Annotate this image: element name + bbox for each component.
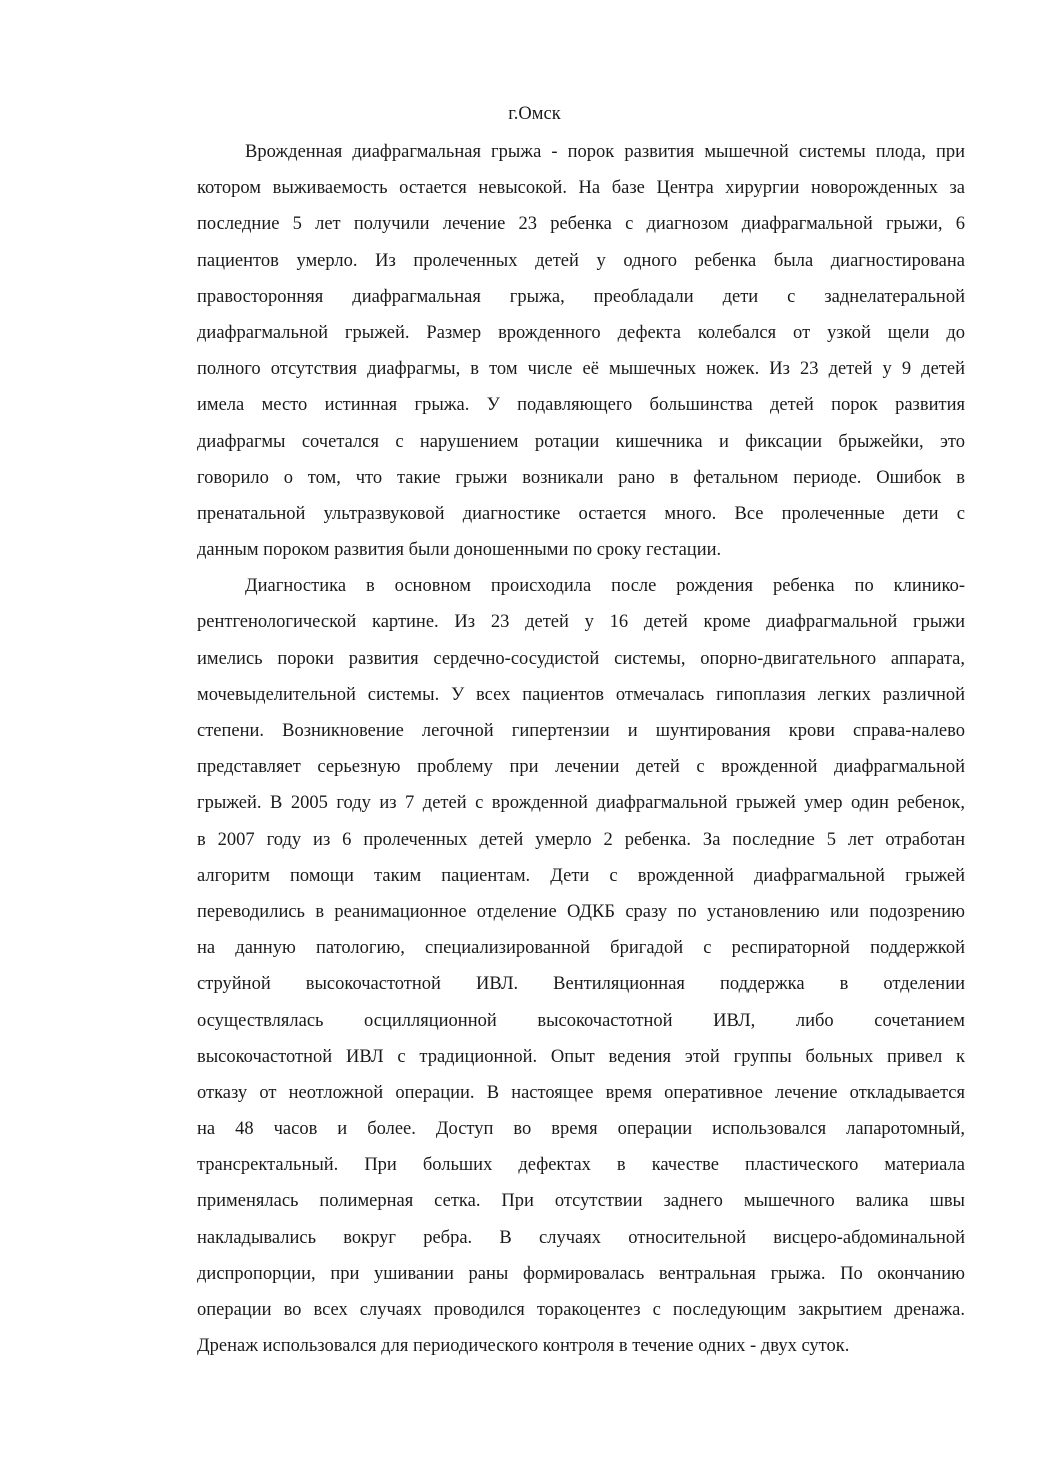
text-line: последние 5 лет получили лечение 23 ребенка с диагнозом диафрагмальной грыжи, 6 (197, 214, 965, 235)
text-line: Диагностика в основном происходила после рождения ребенка по клинико- (245, 576, 965, 597)
text-line: на данную патологию, специализированной бригадой с респираторной поддержкой (197, 938, 965, 959)
text-line: Дренаж использовался для периодического контроля в течение одних - двух суток. (197, 1336, 850, 1357)
text-line: на 48 часов и более. Доступ во время операции использовался лапаротомный, (197, 1119, 965, 1140)
text-line: имела место истинная грыжа. У подавляющего большинства детей порок развития (197, 395, 965, 416)
text-line: полного отсутствия диафрагмы, в том числе её мышечных ножек. Из 23 детей у 9 детей (197, 359, 965, 380)
text-line: правосторонняя диафрагмальная грыжа, преобладали дети с заднелатеральной (197, 286, 965, 307)
text-line: степени. Возникновение легочной гипертензии и шунтирования крови справа-налево (197, 721, 965, 741)
text-line: отказу от неотложной операции. В настоящее время оперативное лечение откладывается (197, 1082, 965, 1103)
text-line: диафрагмальной грыжей. Размер врожденного дефекта колебался от узкой щели до (197, 322, 965, 343)
text-line: алгоритм помощи таким пациентам. Дети с врожденной диафрагмальной грыжей (197, 865, 965, 886)
text-line: представляет серьезную проблему при лечении детей с врожденной диафрагмальной (197, 757, 965, 778)
text-line: диафрагмы сочетался с нарушением ротации кишечника и фиксации брыжейки, это (197, 431, 965, 452)
text-line: котором выживаемость остается невысокой. На базе Центра хирургии новорожденных за (197, 178, 965, 199)
text-line: переводились в реанимационное отделение ОДКБ сразу по установлению или подозрению (197, 901, 965, 922)
text-line: диспропорции, при ушивании раны формировалась вентральная грыжа. По окончанию (197, 1263, 965, 1284)
city-heading: г.Омск (508, 104, 561, 124)
text-line: высокочастотной ИВЛ с традиционной. Опыт ведения этой группы больных привел к (197, 1046, 965, 1067)
text-line: осуществлялась осцилляционной высокочастотной ИВЛ, либо сочетанием (197, 1010, 965, 1031)
text-line: применялась полимерная сетка. При отсутствии заднего мышечного валика швы (197, 1191, 965, 1212)
text-line: трансректальный. При больших дефектах в качестве пластического материала (197, 1155, 965, 1176)
text-line: накладывались вокруг ребра. В случаях относительной висцеро-абдоминальной (197, 1227, 965, 1248)
text-line: рентгенологической картине. Из 23 детей у 16 детей кроме диафрагмальной грыжи (197, 612, 965, 633)
paragraph-2 (149, 574, 965, 1370)
text-line: операции во всех случаях проводился торакоцентез с последующим закрытием дренажа. (197, 1300, 965, 1320)
text-line: пренатальной ультразвуковой диагностике остается много. Все пролеченные дети с (197, 503, 965, 524)
text-line: струйной высокочастотной ИВЛ. Вентиляционная поддержка в отделении (197, 974, 965, 995)
text-line: грыжей. В 2005 году из 7 детей с врожденной диафрагмальной грыжей умер один ребенок, (197, 793, 965, 814)
text-line: говорило о том, что такие грыжи возникали рано в фетальном периоде. Ошибок в (197, 467, 965, 488)
text-line: Врожденная диафрагмальная грыжа - порок развития мышечной системы плода, при (245, 142, 965, 162)
document-body (149, 140, 965, 1370)
text-line: имелись пороки развития сердечно-сосудистой системы, опорно-двигательного аппарата, (197, 648, 965, 669)
text-line: данным пороком развития были доношенными по сроку гестации. (197, 540, 722, 561)
text-line: в 2007 году из 6 пролеченных детей умерло 2 ребенка. За последние 5 лет отработан (197, 829, 965, 850)
text-line: пациентов умерло. Из пролеченных детей у одного ребенка была диагностирована (197, 250, 965, 271)
paragraph-1 (149, 140, 965, 574)
text-line: мочевыделительной системы. У всех пациентов отмечалась гипоплазия легких различной (197, 684, 965, 705)
